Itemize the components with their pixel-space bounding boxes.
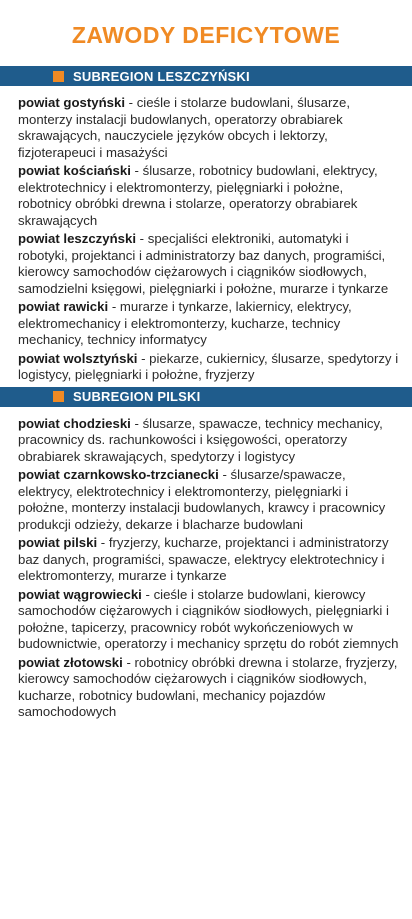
district-occupations: - murarze i tynkarze, lakiernicy, elektrycy, elektromechanicy i elektromonterzy, kucharze, technicy mechanicy, technicy informatycy bbox=[18, 299, 352, 347]
page-title: ZAWODY DEFICYTOWE bbox=[71, 22, 341, 48]
district-entry bbox=[18, 351, 400, 384]
district-entry bbox=[18, 467, 400, 533]
district-name: powiat leszczyński bbox=[18, 231, 136, 246]
district-name: powiat chodzieski bbox=[18, 415, 131, 431]
orange-square-icon bbox=[53, 71, 64, 82]
district-occupations: - specjaliści elektroniki, automatyki i robotyki, projektanci i administratorzy baz danych, programiści, kierowcy samochodów ciężarowych i ciągników siodłowych, samodzielni księgowi, pielęgniarki i położne, murarze i tynkarze bbox=[18, 231, 389, 296]
district-name: powiat kościański bbox=[18, 163, 131, 178]
district-name: powiat rawicki bbox=[18, 299, 109, 314]
district-name: powiat pilski bbox=[18, 535, 98, 550]
district-occupations: - piekarze, cukiernicy, ślusarze, spedytorzy i logistycy, pielęgniarki i położne, fryzjerzy bbox=[18, 350, 399, 382]
district-entry bbox=[18, 587, 400, 653]
district-entry bbox=[18, 655, 400, 721]
district-name: powiat wągrowiecki bbox=[18, 586, 142, 602]
district-name: powiat wolsztyński bbox=[18, 350, 138, 366]
district-name: powiat gostyński bbox=[18, 95, 125, 110]
district-occupations: - ślusarze, spawacze, technicy mechanicy, pracownicy ds. rachunkowości i księgowości, operatorzy obrabiarek skrawających, spedytorzy i logistycy bbox=[18, 415, 383, 464]
section-leszczynski bbox=[0, 66, 412, 384]
district-entry bbox=[18, 535, 400, 585]
orange-square-icon bbox=[53, 391, 64, 402]
district-occupations: - ślusarze, robotnicy budowlani, elektrycy, elektrotechnicy i elektromonterzy, pielęgniarki i położne, robotnicy obróbki drewna i stolarze, operatorzy obrabiarek skrawających bbox=[18, 163, 378, 228]
district-occupations: - fryzjerzy, kucharze, projektanci i administratorzy baz danych, programiści, spawacze, elektrycy elektrotechnicy i elektromonterzy, murarze i tynkarze bbox=[18, 535, 389, 583]
district-name: powiat czarnkowsko-trzcianecki bbox=[18, 467, 219, 482]
section-pilski bbox=[0, 387, 412, 721]
district-occupations: - cieśle i stolarze budowlani, ślusarze, monterzy instalacji budowlanych, operatorzy obrabiarek skrawających, nauczyciele języków obcych i lektorzy, fizjoterapeuci i masażyści bbox=[18, 95, 351, 160]
district-entry bbox=[18, 231, 400, 297]
district-occupations: - robotnicy obróbki drewna i stolarze, fryzjerzy, kierowcy samochodów ciężarowych i ciągników siodłowych, kucharze, robotnicy budowlani, mechanicy pojazdów samochodowych bbox=[18, 654, 398, 719]
district-entry bbox=[18, 416, 400, 466]
section-header bbox=[0, 66, 412, 86]
section-label: SUBREGION LESZCZYŃSKI bbox=[73, 68, 250, 84]
section-label: SUBREGION PILSKI bbox=[73, 389, 201, 404]
district-occupations: - cieśle i stolarze budowlani, kierowcy samochodów ciężarowych i ciągników siodłowych, pielęgniarki i położne, tapicerzy, pracownicy robót wykończeniowych w budownictwie, operatorzy i mechanicy sprzętu do robót ziemnych bbox=[18, 586, 399, 651]
district-name: powiat złotowski bbox=[18, 654, 123, 670]
district-entry bbox=[18, 163, 400, 229]
section-header bbox=[0, 387, 412, 407]
district-occupations: - ślusarze/spawacze, elektrycy, elektrotechnicy i elektromonterzy, pielęgniarki i położne, monterzy instalacji budowlanych, krawcy i pracownicy produkcji odzieży, dekarze i blacharze budowlani bbox=[18, 467, 386, 532]
district-entry bbox=[18, 95, 400, 161]
district-entry bbox=[18, 299, 400, 349]
